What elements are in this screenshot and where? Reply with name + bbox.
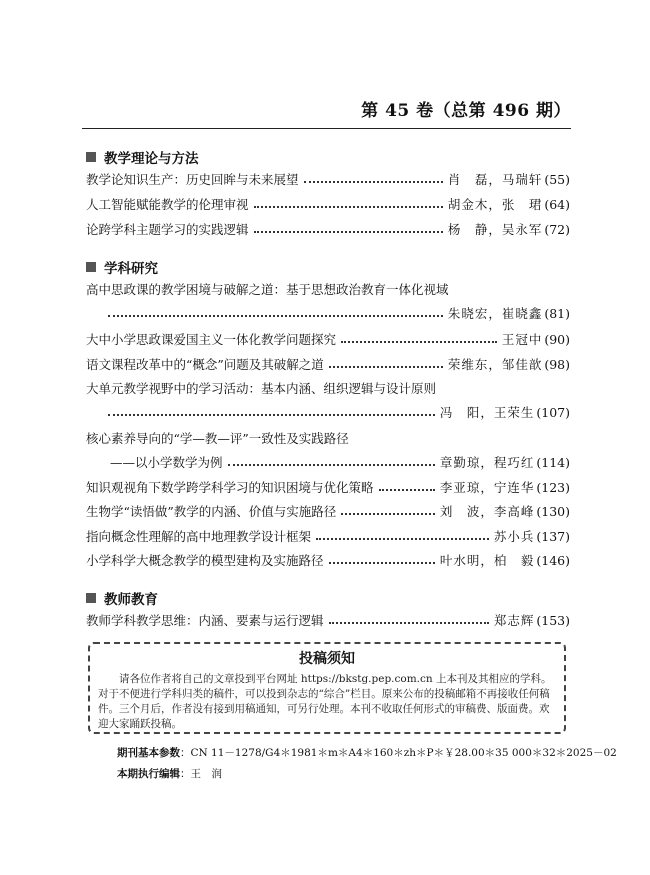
toc-entry-title: 论跨学科主题学习的实践逻辑	[86, 222, 249, 237]
toc-entry-title-line[interactable]	[86, 280, 570, 298]
section-heading-teacher-education: 教师教育	[86, 588, 158, 608]
square-bullet-icon	[86, 152, 96, 162]
toc-entry-title: 指向概念性理解的高中地理教学设计框架	[86, 529, 312, 544]
toc-entry-page: (90)	[544, 332, 570, 347]
dot-leader	[228, 464, 435, 466]
toc-entry[interactable]	[86, 478, 570, 496]
toc-entry[interactable]	[86, 611, 570, 629]
square-bullet-icon	[86, 262, 96, 272]
dot-leader	[254, 206, 443, 208]
toc-entry[interactable]	[86, 502, 570, 520]
dot-leader	[304, 181, 443, 183]
toc-entry-title: 人工智能赋能教学的伦理审视	[86, 197, 249, 212]
toc-entry-title: 核心素养导向的“学—教—评”一致性及实践路径	[86, 431, 349, 446]
dot-leader	[379, 489, 435, 491]
toc-entry[interactable]	[86, 527, 570, 545]
toc-entry-authors: 荣维东，邹佳歆	[447, 357, 543, 372]
dot-leader	[254, 231, 443, 233]
toc-entry[interactable]	[86, 170, 570, 188]
dot-leader	[108, 414, 435, 416]
toc-entry-title: 大中小学思政课爱国主义一体化教学问题探究	[86, 332, 337, 347]
toc-entry-page: (72)	[544, 222, 570, 237]
toc-entry-title: 知识观视角下数学跨学科学习的知识困境与优化策略	[86, 480, 374, 495]
toc-entry-authors: 肖 磊，马瑞轩	[447, 172, 543, 187]
toc-entry-subtitle-line[interactable]	[86, 453, 570, 471]
toc-entry-page: (153)	[536, 613, 570, 628]
executive-editor	[117, 766, 222, 781]
toc-entry-authors: 李亚琼，宁连华	[439, 480, 535, 495]
toc-entry-authors: 章勤琼，程巧红	[439, 455, 535, 470]
params-label: 期刊基本参数	[117, 747, 180, 759]
toc-entry-page: (137)	[536, 529, 570, 544]
toc-entry-continuation[interactable]	[86, 403, 570, 421]
toc-entry-title-line[interactable]	[86, 379, 570, 397]
toc-entry-title: 小学科学大概念教学的模型建构及实施路径	[86, 553, 324, 568]
toc-entry-authors: 朱晓宏，崔晓鑫	[447, 306, 543, 321]
toc-entry-authors: 胡金木，张 珺	[447, 197, 543, 212]
section-heading-teaching-theory: 教学理论与方法	[86, 147, 199, 167]
toc-entry-title-line[interactable]	[86, 429, 570, 447]
params-value: ：CN 11－1278/G4＊1981＊m＊A4＊160＊zh＊P＊￥28.00＊35 000＊32＊2025－02	[180, 747, 617, 759]
notice-title: 投稿须知	[299, 651, 355, 667]
dot-leader	[341, 513, 435, 515]
dot-leader	[108, 315, 443, 317]
square-bullet-icon	[86, 593, 96, 603]
toc-entry-page: (55)	[544, 172, 570, 187]
toc-entry-title: 生物学“读悟做”教学的内涵、价值与实施路径	[86, 504, 337, 519]
toc-entry[interactable]	[86, 220, 570, 238]
toc-entry-page: (107)	[536, 405, 570, 420]
dot-leader	[329, 622, 489, 624]
toc-entry-title: 教学论知识生产：历史回眸与未来展望	[86, 172, 299, 187]
toc-entry[interactable]	[86, 551, 570, 569]
editor-value: ：王 润	[180, 768, 222, 780]
toc-entry-authors: 叶水明，柏 毅	[439, 553, 535, 568]
dot-leader	[341, 341, 497, 343]
submission-notice-box	[88, 642, 566, 734]
toc-entry-authors: 郑志辉	[493, 613, 535, 628]
toc-entry-page: (98)	[544, 357, 570, 372]
toc-entry-authors: 冯 阳，王荣生	[439, 405, 535, 420]
editor-label: 本期执行编辑	[117, 768, 180, 780]
journal-parameters	[117, 745, 617, 760]
toc-entry[interactable]	[86, 195, 570, 213]
header-rule	[82, 128, 571, 129]
toc-entry-page: (64)	[544, 197, 570, 212]
toc-entry-continuation[interactable]	[86, 304, 570, 322]
toc-entry-title: 高中思政课的教学困境与破解之道：基于思想政治教育一体化视域	[86, 282, 449, 297]
toc-entry-page: (114)	[536, 455, 570, 470]
volume-issue-header: 第 45 卷（总第 496 期）	[361, 101, 571, 121]
section-heading-subject-research: 学科研究	[86, 257, 158, 277]
toc-entry[interactable]	[86, 330, 570, 348]
dot-leader	[329, 562, 435, 564]
toc-entry-page: (123)	[536, 480, 570, 495]
toc-entry-authors: 苏小兵	[493, 529, 535, 544]
toc-entry-page: (130)	[536, 504, 570, 519]
notice-body: 请各位作者将自己的文章投到平台网址 https://bkstg.pep.com.cn 上本刊及其相应的学科。对于不便进行学科归类的稿件，可以投到杂志的“综合”栏目。原来公布的投稿邮箱不再接收任何稿件。三个月后，作者没有接到用稿通知，可另行处理。本刊不收取任何形式的审稿费、版面费。欢迎大家踊跃投稿。	[98, 673, 552, 730]
toc-entry[interactable]	[86, 355, 570, 373]
toc-entry-authors: 王冠中	[501, 332, 543, 347]
toc-entry-subtitle: ——以小学数学为例	[110, 455, 223, 470]
toc-entry-page: (146)	[536, 553, 570, 568]
toc-entry-authors: 杨 静，吴永军	[447, 222, 543, 237]
toc-entry-page: (81)	[544, 306, 570, 321]
toc-entry-authors: 刘 波，李高峰	[439, 504, 535, 519]
dot-leader	[329, 366, 443, 368]
toc-entry-title: 大单元教学视野中的学习活动：基本内涵、组织逻辑与设计原则	[86, 381, 437, 396]
toc-entry-title: 教师学科教学思维：内涵、要素与运行逻辑	[86, 613, 324, 628]
dot-leader	[316, 538, 489, 540]
toc-entry-title: 语文课程改革中的“概念”问题及其破解之道	[86, 357, 324, 372]
